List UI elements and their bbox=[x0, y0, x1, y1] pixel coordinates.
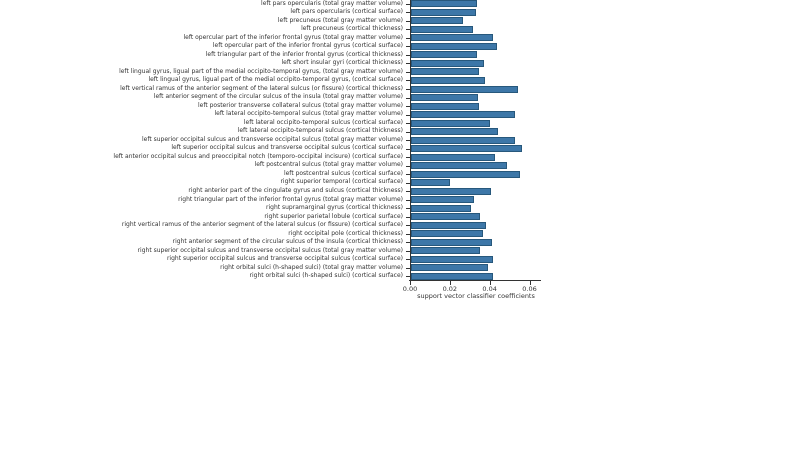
bar bbox=[411, 171, 520, 178]
y-tick-label: left lateral occipito-temporal sulcus (cortical surface) bbox=[243, 118, 403, 126]
bar bbox=[411, 137, 516, 144]
y-tick-label: right superior occipital sulcus and transverse occipital sulcus (cortical surface) bbox=[166, 255, 403, 263]
bar bbox=[411, 230, 483, 237]
bar bbox=[411, 154, 495, 161]
y-tick-label: right superior parietal lobule (cortical surface) bbox=[264, 212, 403, 220]
y-tick-label: left lateral occipito-temporal sulcus (cortical thickness) bbox=[237, 127, 403, 135]
bar bbox=[411, 77, 486, 84]
y-tick-label: right superior occipital sulcus and transverse occipital sulcus (total gray matter volume) bbox=[137, 246, 403, 254]
y-tick-label: left superior occipital sulcus and transverse occipital sulcus (total gray matter volume) bbox=[141, 135, 403, 143]
bar bbox=[411, 0, 478, 7]
bar bbox=[411, 145, 523, 152]
y-tick-label: right anterior part of the cingulate gyrus and sulcus (cortical thickness) bbox=[188, 186, 403, 194]
x-tick-label: 0.02 bbox=[442, 284, 458, 293]
bar bbox=[411, 196, 475, 203]
bar bbox=[411, 213, 481, 220]
y-tick-label: left superior occipital sulcus and transverse occipital sulcus (cortical surface) bbox=[171, 144, 403, 152]
y-tick-label: right orbital sulci (h-shaped sulci) (total gray matter volume) bbox=[220, 263, 403, 271]
bar bbox=[411, 179, 451, 186]
bar bbox=[411, 239, 492, 246]
y-tick-label: left lingual gyrus, ligual part of the medial occipito-temporal gyrus, (total gray matter volume) bbox=[119, 67, 403, 75]
x-tick-label: 0.06 bbox=[522, 284, 537, 293]
bar bbox=[411, 103, 479, 110]
y-tick-label: left anterior occipital sulcus and preoccipital notch (temporo-occipital incisure) (cortical surface) bbox=[113, 152, 403, 160]
bar bbox=[411, 68, 480, 75]
y-tick-label: left postcentral sulcus (total gray matter volume) bbox=[254, 161, 403, 169]
y-tick-label: left lateral occipito-temporal sulcus (total gray matter volume) bbox=[214, 110, 403, 118]
y-tick-label: left opercular part of the inferior frontal gyrus (total gray matter volume) bbox=[183, 33, 403, 41]
bar bbox=[411, 43, 498, 50]
x-tick-label: 0.04 bbox=[482, 284, 497, 293]
bar bbox=[411, 120, 490, 127]
y-tick-label: right orbital sulci (h-shaped sulci) (cortical surface) bbox=[249, 272, 403, 280]
bar bbox=[411, 264, 488, 271]
bar bbox=[411, 205, 472, 212]
bar bbox=[411, 26, 474, 33]
x-axis-title: support vector classifier coefficients bbox=[417, 292, 535, 300]
y-tick-label: left pars opercularis (cortical surface) bbox=[290, 8, 403, 16]
y-tick-label: left precuneus (cortical thickness) bbox=[301, 25, 403, 33]
x-axis-line bbox=[409, 280, 541, 281]
y-tick-label: left triangular part of the inferior frontal gyrus (cortical thickness) bbox=[205, 50, 403, 58]
y-axis-line bbox=[410, 0, 411, 280]
bar bbox=[411, 51, 478, 58]
y-tick-label: left short insular gyri (cortical thickness) bbox=[281, 59, 403, 67]
y-tick-label: left pars opercularis (total gray matter volume) bbox=[261, 0, 403, 7]
bar bbox=[411, 94, 478, 101]
bar bbox=[411, 17, 464, 24]
x-tick-label: 0.00 bbox=[402, 284, 418, 293]
y-tick-label: right vertical ramus of the anterior segment of the lateral sulcus (or fissure) (cortical surface) bbox=[121, 221, 403, 229]
y-tick-label: left precuneus (total gray matter volume) bbox=[277, 16, 403, 24]
bar bbox=[411, 256, 493, 263]
y-tick-label: right occipital pole (cortical thickness) bbox=[288, 229, 403, 237]
y-tick-label: left opercular part of the inferior frontal gyrus (cortical surface) bbox=[212, 42, 403, 50]
y-tick-label: right superior temporal (cortical surface) bbox=[280, 178, 403, 186]
bar bbox=[411, 162, 507, 169]
bar bbox=[411, 111, 515, 118]
bar bbox=[411, 128, 498, 135]
bar bbox=[411, 60, 485, 67]
bar bbox=[411, 247, 480, 254]
y-tick-label: left postcentral sulcus (cortical surface) bbox=[283, 169, 403, 177]
y-tick-label: left posterior transverse collateral sulcus (total gray matter volume) bbox=[197, 101, 403, 109]
y-tick-label: left anterior segment of the circular sulcus of the insula (total gray matter volume) bbox=[153, 93, 403, 101]
bar bbox=[411, 222, 487, 229]
y-tick-label: right anterior segment of the circular sulcus of the insula (cortical thickness) bbox=[172, 238, 403, 246]
bar bbox=[411, 34, 493, 41]
bar bbox=[411, 188, 491, 195]
bar bbox=[411, 273, 493, 280]
y-tick-label: left vertical ramus of the anterior segment of the lateral sulcus (or fissure) (cortical thickness) bbox=[120, 84, 403, 92]
y-tick-label: right supramarginal gyrus (cortical thickness) bbox=[266, 204, 403, 212]
bar bbox=[411, 86, 518, 93]
bar bbox=[411, 9, 477, 16]
y-tick-label: left lingual gyrus, ligual part of the medial occipito-temporal gyrus, (cortical surface) bbox=[148, 76, 403, 84]
y-tick-label: right triangular part of the inferior frontal gyrus (total gray matter volume) bbox=[178, 195, 403, 203]
